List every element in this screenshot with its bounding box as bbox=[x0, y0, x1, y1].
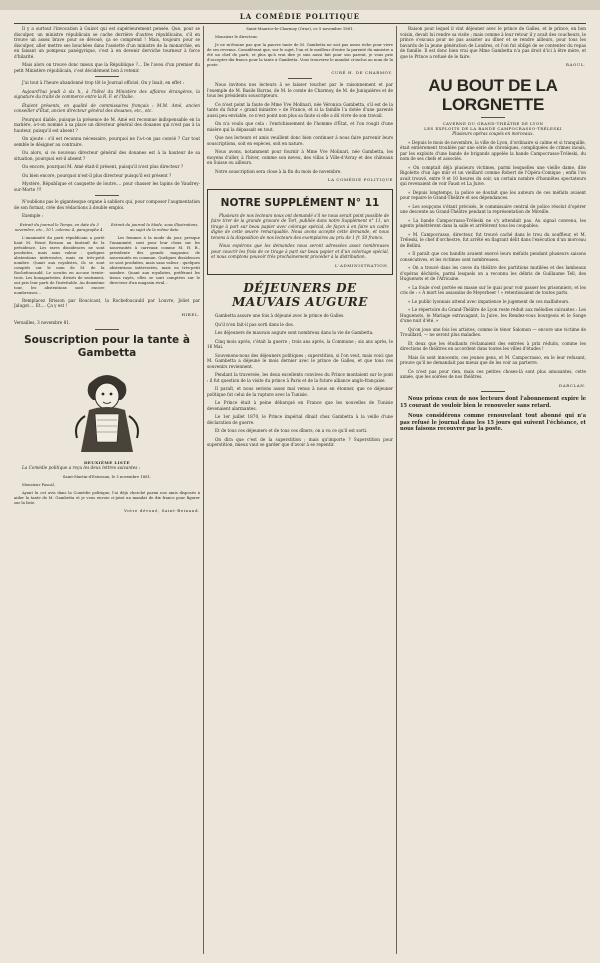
journal-paragraph: J'ai tout à l'heure abandonné trop tôt le Journal officiel. On y lisait, en effet : bbox=[22, 80, 185, 85]
comparison-columns bbox=[14, 222, 200, 298]
comparison-right-text: Les femmes à la mode du jour, presque l'unanimité, sont pour leur choix sur les nouveautés à carreaux comme M. H. B., présidente des grands magasins de nouveautés en commun. Quelques dissidences se sont produites, mais sans valeur : quelques abstentions intéressées, mais en très-petit nombre. Quant aux royalistes, préférant les tissus rayés, elles se sont comptées sur le directeur d'un magasin rival... bbox=[109, 234, 200, 285]
subscription-notice: Nous prions ceux de nos lecteurs dont l'abonnement expire le 15 courant de vouloir bien le renouveler sans retard. bbox=[400, 396, 586, 409]
journal-paragraph: Ou encore, pourquoi M. Amé était-il présent, puisqu'il n'est plus directeur ? bbox=[22, 164, 184, 169]
lorgnette-paragraph: « Depuis longtemps, la police se doutait que les auteurs de ces méfaits avaient pour repaire le Grand-Théâtre et ses dépendances. bbox=[400, 189, 586, 200]
intro-signature: RAOUL. bbox=[565, 62, 586, 67]
journal-paragraph: Ou alors, si ce nouveau directeur général des douanes est à la hauteur de sa situation, pourquoi est-il absent ? bbox=[14, 150, 200, 161]
comparison-left bbox=[14, 222, 105, 298]
subscription-title: Souscription pour la tante à Gambetta bbox=[24, 333, 190, 359]
separator bbox=[95, 329, 119, 330]
list-signature: Votre dévoué, Saint-Beinaud. bbox=[124, 507, 200, 513]
column-rule-1 bbox=[203, 26, 204, 954]
dejeuners-paragraph: Les déjeuners de mauvais augure sont nombreux dans la vie de Gambetta. bbox=[215, 330, 374, 335]
intro-paragraph: Raison pour lequel il vint déjeuner avec le prince de Galles, et le prince, en bon voisin, devait lui rendre sa visite ; mais comme à leur retour il y avait des coucheurs, le prince s'excusa pour ne pas assister au dîner et se rendre ailleurs, pour tous les bavards de la jeune génération de Londres, et l'on fut obligé de se contenter du repas de famille. Il est donc bien vrai que Mme Gambetta n'a pas droit d'ici à être mère, et que le Prince a refusé de le faire. bbox=[400, 26, 586, 59]
separator bbox=[95, 195, 119, 196]
column-middle bbox=[207, 26, 393, 956]
dejeuners-paragraph: Le 1er juillet 1870, le Prince impérial dînait chez Gambetta à la veille d'une déclaration de guerre. bbox=[207, 414, 393, 425]
body-paragraph: Ce n'est point la faute de Mme Vve Molinari, née Véronica Gambetta, s'il est de la tante du futur « grand ministre » de France, et si la famille l'a dotée d'une parenté aussi peu enviable, ce n'est point non plus sa faute si elle a dû vivre de son travail. bbox=[207, 101, 393, 118]
lorgnette-title: AU BOUT DE LA LORGNETTE bbox=[428, 75, 558, 114]
lorgnette-paragraph: « Depuis le mois de novembre, la ville de Lyon, d'ordinaire si calme et si tranquille, était entièrement troublée par une série de chroniques, compliquées de crimes inouïs, par les exploits d'une bande de brigands appelée la bande Campocrasso-Tréleski, du nom de ses chefs et associés. bbox=[400, 139, 586, 161]
journal-paragraph: Pourquoi diable, puisque la présence de M. Amé est reconnue indispensable en la matière, a-t-on nommé à sa place un directeur général des douanes qui n'est pas à la hauteur, puisqu'il est absent ? bbox=[14, 116, 200, 133]
lorgnette-subtitle: CAVERNE DU GRAND-THÉÂTRE DE LYON bbox=[442, 120, 544, 126]
separator bbox=[288, 78, 312, 79]
letter-body: Je ne m'étonne pas que la pauvre tante de M. Gambetta ne soit pas assez riche pour vivre de ses revenus. Considérant que, sur le sujet, l'un et le meilleur d'entre la parenté du ministre a été un chef de parti, et plus qu'à vrai dire je suis aussi fait pour son parent, je vous prie d'accepter dix francs pour la tante à Gambetta. Vous trouverez le mandat ci-inclus au nom de la poste. bbox=[207, 42, 393, 67]
lorgnette-paragraph: « M. Campocrasso, directeur, fut trouvé caché dans le trou du souffleur, et M. Tréleski, le chef d'orchestre, fut arrêté en flagrant délit dans l'exécution d'un morceau de Bellini. bbox=[400, 231, 586, 248]
letter-signature: CURÉ H. DE CHARMOY. bbox=[331, 70, 393, 75]
separator bbox=[95, 76, 119, 77]
dejeuners-title: DÉJEUNERS DE MAUVAIS AUGURE bbox=[232, 281, 368, 309]
journal-paragraph: On ajoute : s'il est reconnu nécessaire, pourquoi ne l'a-t-on pas convié ? Car tout semble le désigner au contraire. bbox=[14, 136, 200, 147]
list-greeting: Monsieur Pascal, bbox=[22, 481, 55, 487]
page-top-edge bbox=[0, 0, 600, 10]
list-letter: Ayant lu cet avis dans la Comédie politique, l'ai déjà cherché parmi nos amis disposés à aider la tante de M. Gambetta et je vous envoie ci-joint un mandat de dix francs pour figurer sur la liste. bbox=[14, 489, 200, 505]
comparison-right-heading: Extrait du journal la Mode, sous illustrations, au sujet de la même date. bbox=[111, 221, 199, 232]
lorgnette-paragraph: Ce n'est pas pour rien, mais ces petites choses-là sont plus amusantes, cette année, que les soirées de nos théâtres. bbox=[400, 368, 586, 379]
comparison-right bbox=[110, 222, 201, 298]
running-head: LA COMÉDIE POLITIQUE bbox=[239, 12, 361, 21]
subscription-notice: Nous considérons comme renouvelant tout abonné qui n'a pas refusé le journal dans les 15 jours qui suivent l'échéance, et nous faisons recouvrer par la poste. bbox=[400, 413, 586, 432]
dejeuners-paragraph: On dira que c'est de la superstition ; mais qu'importe ? Superstition pour superstition, mieux vaut se garder que d'avoir à se repentir. bbox=[207, 436, 393, 447]
lorgnette-paragraph: « On a trouvé dans les caves du théâtre des partitions mutilées et des lambeaux d'opéras déchirés, parmi lesquels on a reconnu les débris de Guillaume Tell, des Huguenots et de l'Africaine. bbox=[400, 265, 586, 281]
column-rule-2 bbox=[396, 26, 397, 954]
lorgnette-paragraph: « La bande Campocrasso-Tréleski ne s'y attendait pas. Au signal convenu, les agents pénétrèrent dans la salle et arrêtèrent tous les coupables. bbox=[400, 217, 586, 228]
lorgnette-paragraph: « Le répertoire du Grand-Théâtre de Lyon reste réduit aux mélodies suivantes : Les Huguenots, le Mariage extravagant, la Juive, les Rendez-vous bourgeois et le Songe d'une nuit d'été. » bbox=[400, 307, 586, 323]
intro-paragraph: Mais alors on trouve donc mieux que la République ?... De l'aveu d'un premier du petit Ministère républicain, c'est décidément bon à retenir. bbox=[14, 62, 200, 73]
supplement-title: NOTRE SUPPLÉMENT N° 11 bbox=[220, 196, 380, 209]
body-paragraph: Que nos lecteurs et amis veuillent donc bien continuer à nous faire parvenir leurs souscriptions, soit en espèces, soit en nature. bbox=[207, 135, 393, 146]
body-paragraph: Nous invitons nos lecteurs à se laisser toucher par le raisonnement et par l'exemple de M. Basile Barras, de M. le comte de Charmoy, de M. de Juniquières et de tous les présidents souscripteurs. bbox=[207, 82, 393, 98]
lorgnette-paragraph: « Le public lyonnais attend avec impatience le jugement de ces malfaiteurs. bbox=[408, 298, 570, 304]
lorgnette-paragraph: Qu'on joue une fois les artistes, comme le ténor Salomon — encore une victime de Trouillard, — ne seront plus maladies. bbox=[400, 326, 586, 337]
journal-paragraph: Aujourd'hui jeudi à six h., à l'hôtel du Ministère des affaires étrangères, la signature du traité de commerce entre la R. F. et l'Italie. bbox=[14, 88, 200, 99]
closing-paragraph: Remplacez Brisson par Boucicaut, la Rochefoucauld par Louvre, Joliet par Jalugot.... Et.... Ça y est ! bbox=[14, 297, 200, 308]
lorgnette-paragraph: « La foule s'est portée en masse sur le quai pour voir passer les prisonniers, et les cris de : « À mort les assassins de Meyerbeer ! » retentissaient de toutes parts. bbox=[400, 284, 586, 295]
dejeuners-paragraph: Gambetta assure une fois à déjeuné avec le prince de Galles. bbox=[215, 313, 345, 318]
closing-signature: HIBEL. bbox=[181, 311, 200, 317]
supplement-signature: L'ADMINISTRATION. bbox=[335, 262, 389, 268]
lorgnette-paragraph: Mais ils sont innocents, ces jeunes gens, et M. Campocrasso, en le leur refusant, prouve qu'il ne demandait pas mieux que de les voir au parterre. bbox=[400, 354, 586, 365]
body-paragraph: On n'a voulu que cela : l'enrichissement de l'homme d'État, et l'on rougit d'une misère qui la dépassait en tout. bbox=[207, 121, 393, 132]
body-paragraph: Nous avons, notamment pour fournir à Mme Vve Molinari, née Gambetta, les moyens d'aller, à l'hiver, comme son neveu, des villas à Ville-d'Avray et des châteaux en Suisse ou ailleurs. bbox=[207, 149, 393, 165]
letter-greeting: Monsieur le directeur, bbox=[215, 34, 258, 39]
list-title: DEUXIÈME LISTE bbox=[83, 459, 131, 465]
header-rule bbox=[14, 23, 586, 24]
signing-paragraph: N'oublions pas le gigantesque organe à sabliers qui, pour composer l'augmentation de son format, crée des rédactions à double emploi. bbox=[14, 199, 200, 210]
dejeuners-paragraph: Pendant la traversée, les deux excellents convives du Prince montaient sur le pont : il fut question de la visite du prince à Paris et de la future alliance anglo-française. bbox=[207, 372, 393, 383]
supplement-text: Plusieurs de nos lecteurs nous ont demandé s'il ne nous serait point possible de faire tirer de la grande gravure de Torl, publiée dans notre Supplément n° 11, un tirage à part sur beau papier avec colorage spécial, de façon à en faire un cadre digne de cette œuvre remarquable. Nous avons accepté cette demande, et nous tenons à la disposition de nos lecteurs des exemplaires au prix de 1 fr. 50 franco. bbox=[211, 212, 389, 240]
comparison-left-heading: Extrait du journal le Temps, en date du 3 novembre, etc., 10 l. colonne 4, paragraphe 4. bbox=[14, 221, 104, 232]
column-right bbox=[400, 26, 586, 956]
intro-paragraph: Il y a surtout l'invocation à Guizot qui est supérieurement pensée. Que, pour se disculper, un ministre républicain se cache derrière d'autres républicains, s'il en trouve un assez brave pour se dévoué, ça se comprend ! Mais, toujours pour se disculper, aller mettre ses bouchées dans l'assiette d'un ministre de la monarchie, en en faisant un pompeux panégyrique, c'est à en devenir derviche tourneur à force d'hilarité. bbox=[14, 26, 200, 59]
dejeuners-paragraph: Cinq mois après, c'était la guerre ; trois ans après, la Commune ; six ans après, le 16 Mai. bbox=[207, 338, 393, 349]
journal-paragraph: Ou bien encore, pourquoi n'est-il plus directeur puisqu'il est présent ? bbox=[22, 172, 172, 178]
dejeuners-paragraph: Souvenons-nous des déjeuners politiques ; superstition, si l'on veut, mais voici que M. Gambetta a déjeuné le mois dernier avec le prince de Galles, et que tous ces souvenirs reviennent. bbox=[207, 352, 393, 369]
body-paragraph: Notre souscription sera close à la fin du mois de novembre. bbox=[215, 168, 342, 174]
lorgnette-paragraph: « On comptait déjà plusieurs victimes, parmi lesquelles une vieille dame, dite Rigoletto d'un âge mûr et un vieillard comme Robert de l'Opéra-Comique ; enfin l'on avait trouvé, entre 9 et 10 heures du soir, un certain nombre d'honnêtes spectateurs qui revenaient de voir Faust et La Juive. bbox=[400, 164, 586, 186]
supplement-box bbox=[207, 189, 393, 276]
column-left bbox=[14, 26, 200, 956]
list-address: Saint-Martin-d'Estreaux, le 3 novembre 1881. bbox=[62, 473, 152, 479]
lorgnette-paragraph: « Les soupçons s'étant précisés, le commissaire central de police résolut d'opérer une descente au Grand-Théâtre pendant la représentation de Mireille. bbox=[400, 203, 586, 214]
lorgnette-subtitle: LES EXPLOITS DE LA BANDE CAMPOCRASSO-TRÉLESKI bbox=[424, 126, 562, 131]
dejeuners-paragraph: Qu'il n'en fait-il pas sorti dans le dos. bbox=[215, 321, 295, 327]
dejeuners-paragraph: Il paraît, et nous serions assez mal venus à nous en étonner, que ce déjeuner politique fut celui de la rupture avec la Tunisie. bbox=[207, 386, 393, 397]
lorgnette-paragraph: « Il paraît que ces bandits avaient exercé leurs méfaits pendant plusieurs saisons consécutives, et les victimes sont nombreuses. bbox=[400, 251, 586, 262]
lorgnette-subtitle: Plusieurs opéras coupés en morceaux. bbox=[452, 131, 534, 136]
dateline: Versailles, 3 novembre 81. bbox=[14, 320, 71, 325]
tante-gambetta-illustration bbox=[59, 364, 155, 456]
separator bbox=[481, 391, 505, 392]
list-intro: La Comédie politique a reçu les deux lettres suivantes : bbox=[22, 465, 141, 470]
letter-address: Saint-Maurice-le-Charmoy (Orne), ce 5 novembre 1881. bbox=[246, 26, 354, 31]
supplement-note: Nous espérons que les demandes nous seront adressées assez nombreuses pour couvrir les frais de ce tirage à part sur beau papier et d'un coloriage spécial, et nous comptons pouvoir très prochainement procéder à la distribution. bbox=[211, 243, 389, 259]
dejeuners-paragraph: Le Prince était à peine débarqué en France que les nouvelles de Tunisie devenaient alarmantes. bbox=[207, 400, 393, 411]
lorgnette-signature: DARCLAN. bbox=[558, 382, 586, 388]
dejeuners-paragraph: Et de tous ces déjeuners et de tous ces dîners, on a vu ce qu'il est sorti. bbox=[215, 428, 368, 433]
separator bbox=[481, 117, 505, 118]
lorgnette-paragraph: Et deux que les étudiants réclamaient des entrées à prix réduits, comme les directions de théâtres en accordent dans toutes les villes d'études ! bbox=[400, 340, 586, 351]
signing-paragraph: Exemple : bbox=[22, 213, 44, 218]
journal-paragraph: Étaient présents, en qualité de commissaires français : M.M. Amé, ancien conseiller d'État, ancien directeur général des douanes, etc., etc. bbox=[14, 102, 200, 113]
comparison-left-text: L'unanimité du parti républicain a porté haut M. Henri Brisson au fauteuil de la présidence. Les rares dissidences ne sont produites, mais sans valeur : quelques abstentions intéressées, mais en très-petit nombre. Quant aux royalistes, ils se sont comptés sur le nom de M. de la Rochefoucauld. Le scrutin en accuse trente-trois. Les bonapartistes, divisés de sentiment, ont pris leur parti de l'inévitable. Au deuxième tour, les abstentions sont encore nombreuses... bbox=[14, 234, 105, 295]
journal-paragraph: Mystère, République et casquette de loutre.... pour chasser les lapins de Vaudrey-sur-Morte !!! bbox=[14, 181, 200, 192]
body-signature: LA COMÉDIE POLITIQUE bbox=[327, 177, 393, 182]
